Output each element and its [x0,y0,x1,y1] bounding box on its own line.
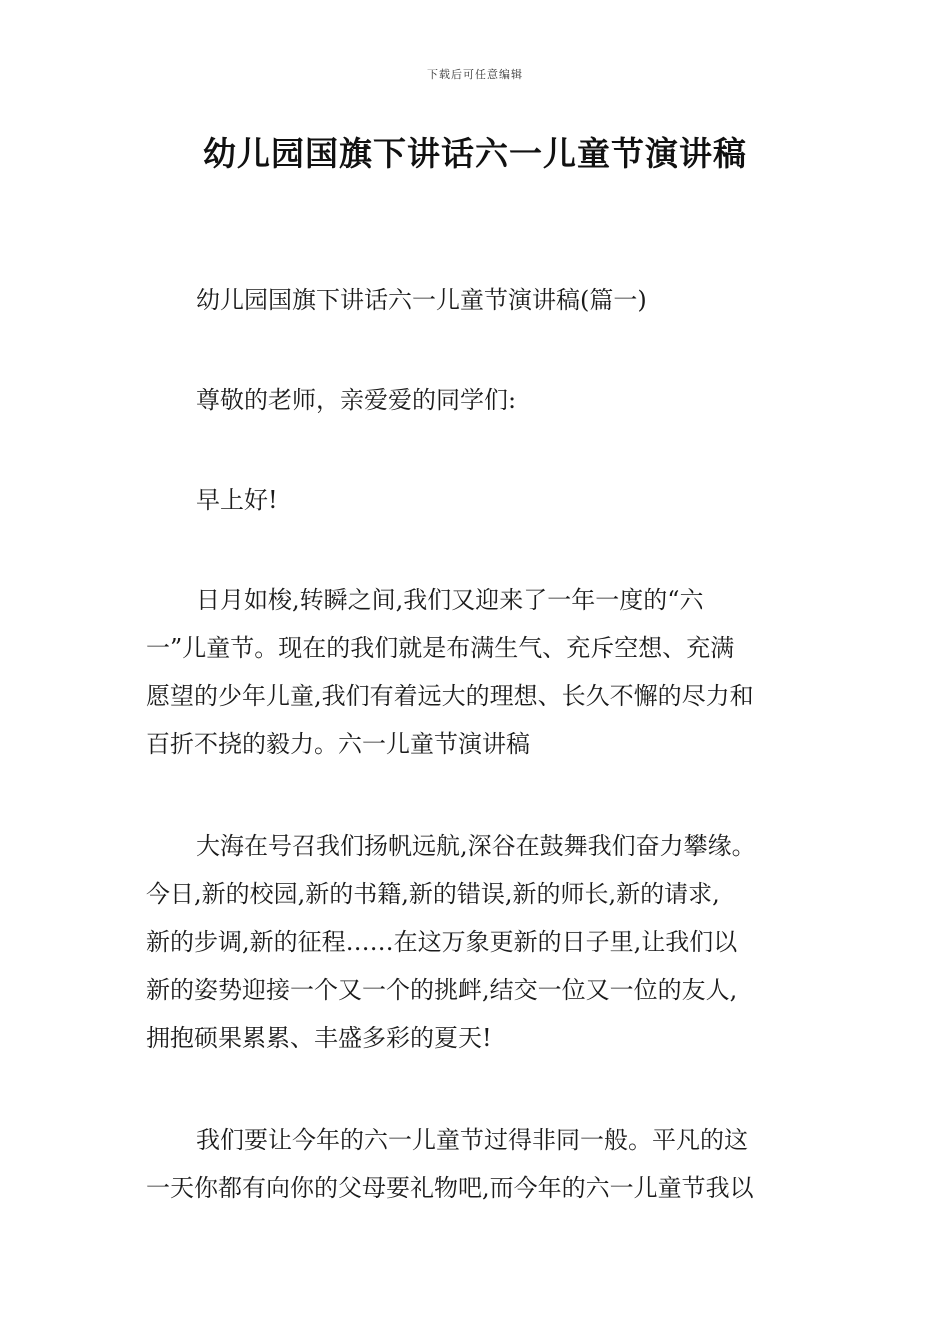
paragraph-2-line-2: 今日,新的校园,新的书籍,新的错误,新的师长,新的请求, [146,880,720,908]
paragraph-1-line-1: 日月如梭,转瞬之间,我们又迎来了一年一度的“六 [196,586,704,614]
greeting-line: 尊敬的老师，亲爱爱的同学们: [196,386,517,414]
paragraph-2-line-1: 大海在号召我们扬帆远航,深谷在鼓舞我们奋力攀缘。 [196,832,756,860]
paragraph-1-line-2: 一”儿童节。现在的我们就是布满生气、充斥空想、充满 [146,634,735,662]
paragraph-2-line-5: 拥抱硕果累累、丰盛多彩的夏天! [146,1024,492,1052]
paragraph-1-line-4: 百折不挠的毅力。六一儿童节演讲稿 [146,730,530,758]
paragraph-2-line-3: 新的步调,新的征程……在这万象更新的日子里,让我们以 [146,928,738,956]
document-title: 幼儿园国旗下讲话六一儿童节演讲稿 [203,134,747,173]
paragraph-3-line-1: 我们要让今年的六一儿童节过得非同一般。平凡的这 [196,1126,748,1154]
section-subtitle: 幼儿园国旗下讲话六一儿童节演讲稿(篇一) [196,286,647,314]
paragraph-1-line-3: 愿望的少年儿童,我们有着远大的理想、长久不懈的尽力和 [146,682,754,710]
morning-line: 早上好! [196,486,278,514]
paragraph-2-line-4: 新的姿势迎接一个又一个的挑衅,结交一位又一位的友人, [146,976,738,1004]
paragraph-3-line-2: 一天你都有向你的父母要礼物吧,而今年的六一儿童节我以 [146,1174,754,1202]
header-note: 下载后可任意编辑 [427,68,523,81]
